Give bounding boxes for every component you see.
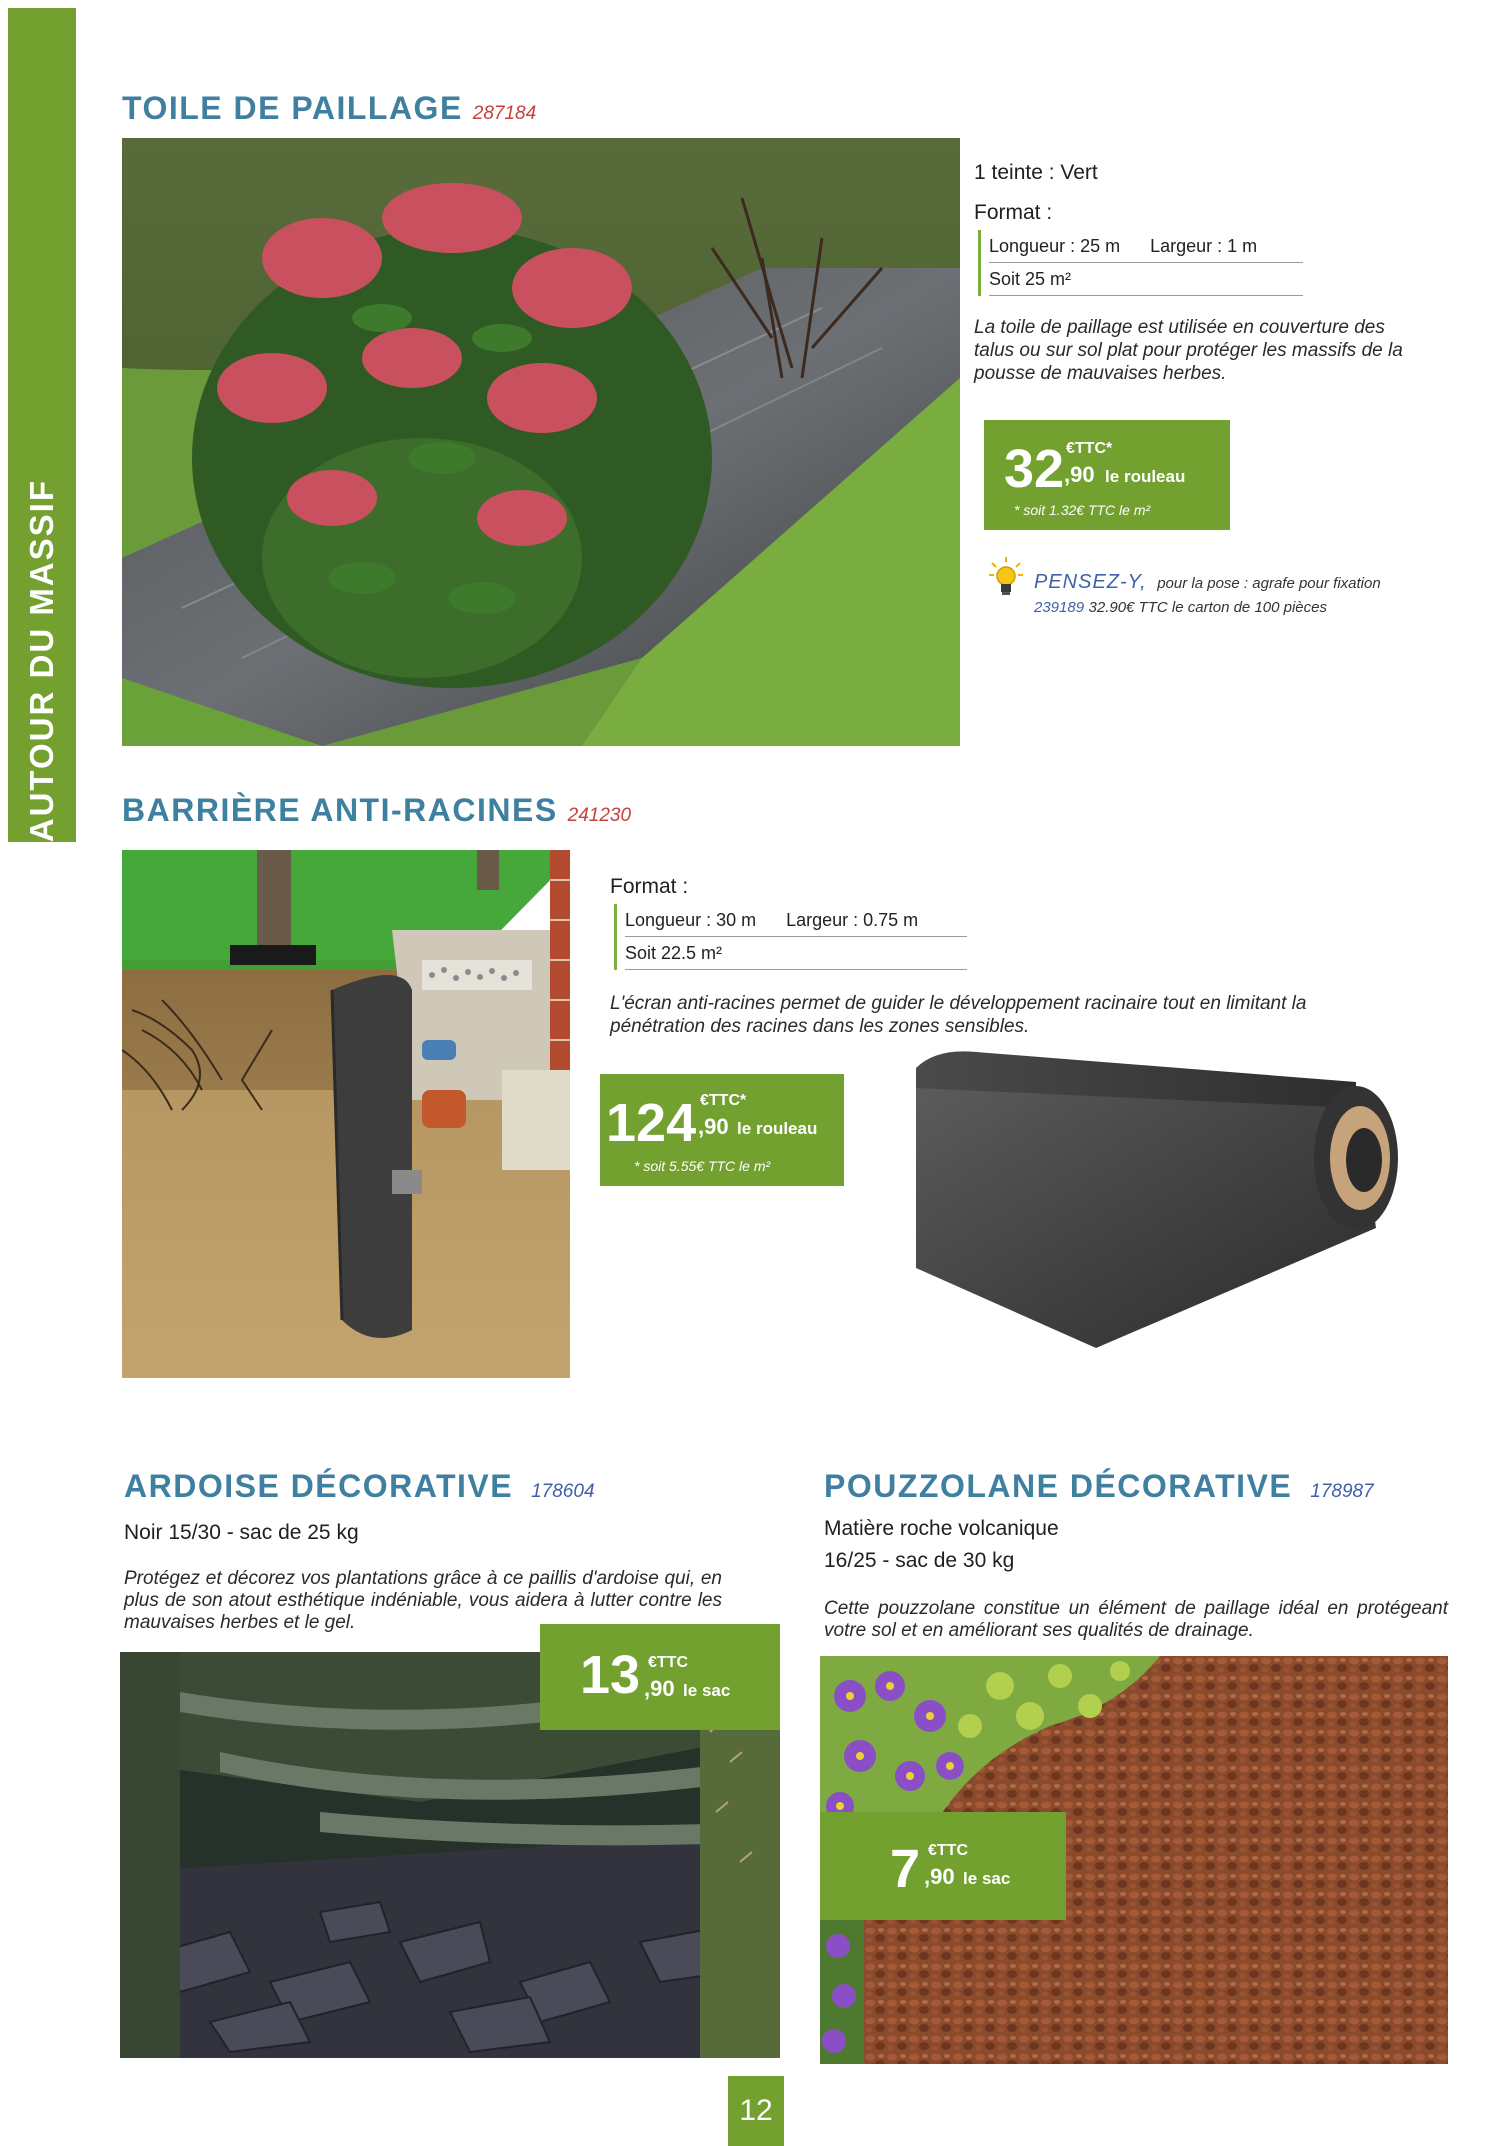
pouzzolane-price-dec-unit [924, 1864, 1010, 1890]
toile-price-dec-unit [1064, 462, 1185, 488]
toile-price-cur: €TTC* [1066, 440, 1113, 457]
toile-tip [1034, 570, 1454, 620]
barriere-format-row-2 [625, 937, 967, 970]
product-title-barriere [122, 792, 631, 829]
pouzzolane-price-int: 7 [890, 1839, 921, 1899]
pouzzolane-price-dec: ,90 [924, 1864, 955, 1889]
toile-description: La toile de paillage est utilisée en couverture des talus ou sur sol plat pour protéger les massifs de la pousse de mauvaises herbes. [974, 317, 1403, 384]
toile-tip-ref-text: 32.90€ TTC le carton de 100 pièces [1088, 599, 1327, 616]
barriere-format-label: Format : [610, 875, 689, 898]
lightbulb-icon [988, 556, 1024, 598]
barriere-price-dec: ,90 [698, 1114, 729, 1139]
barriere-price-cur: €TTC* [700, 1092, 747, 1109]
ardoise-price-dec: ,90 [644, 1676, 675, 1701]
barriere-diagram [122, 850, 570, 1378]
ardoise-price-cur: €TTC [648, 1654, 688, 1671]
toile-format-row-2 [989, 263, 1303, 296]
product-title-toile [122, 90, 536, 127]
barriere-price-dec-unit [698, 1114, 817, 1140]
barriere-longueur: Longueur : 30 m [625, 910, 757, 930]
page-number: 12 [728, 2076, 784, 2146]
toile-price-note: * soit 1.32€ TTC le m² [1014, 502, 1151, 518]
barriere-format-row-1 [625, 904, 967, 937]
barriere-title-text: BARRIÈRE ANTI-RACINES [122, 792, 558, 828]
barriere-largeur: Largeur : 0.75 m [786, 910, 919, 930]
toile-price-int: 32 [1004, 439, 1065, 499]
sidebar-label: AUTOUR DU MASSIF [23, 478, 60, 842]
product-title-ardoise [124, 1468, 595, 1505]
toile-format-label: Format : [974, 201, 1053, 224]
barriere-roll-photo [916, 1048, 1404, 1348]
barriere-price-int: 124 [606, 1093, 697, 1153]
toile-surface: Soit 25 m² [989, 269, 1072, 289]
toile-photo [122, 138, 960, 746]
toile-format-box [978, 230, 1303, 296]
toile-title-text: TOILE DE PAILLAGE [122, 90, 463, 126]
barriere-price-note: * soit 5.55€ TTC le m² [634, 1158, 771, 1174]
toile-price-dec: ,90 [1064, 462, 1095, 487]
product-title-pouzzolane [824, 1468, 1374, 1505]
barriere-description: L'écran anti-racines permet de guider le développement racinaire tout en limitant la pénétration des racines dans les zones sensibles. [610, 993, 1307, 1037]
ardoise-spec: Noir 15/30 - sac de 25 kg [124, 1521, 359, 1544]
pouzzolane-spec-1: Matière roche volcanique [824, 1517, 1059, 1540]
barriere-format-box [614, 904, 967, 970]
ardoise-price-unit: le sac [683, 1681, 731, 1700]
toile-teinte: 1 teinte : Vert [974, 161, 1098, 184]
ardoise-price-dec-unit [644, 1676, 730, 1702]
toile-ref: 287184 [472, 103, 537, 124]
pouzzolane-price-cur: €TTC [928, 1842, 968, 1859]
toile-tip-lead: PENSEZ-Y, [1034, 571, 1147, 593]
ardoise-price-int: 13 [580, 1645, 641, 1705]
barriere-price-unit: le rouleau [737, 1119, 818, 1138]
pouzzolane-description: Cette pouzzolane constitue un élément de paillage idéal en protégeant votre sol et en améliorant ses qualités de drainage. [824, 1598, 1448, 1641]
sidebar-label-wrap [8, 8, 76, 842]
ardoise-price-badge [540, 1624, 780, 1730]
barriere-ref: 241230 [567, 805, 632, 826]
toile-longueur: Longueur : 25 m [989, 236, 1121, 256]
pouzzolane-price-unit: le sac [963, 1869, 1011, 1888]
barriere-surface: Soit 22.5 m² [625, 943, 723, 963]
toile-largeur: Largeur : 1 m [1150, 236, 1258, 256]
pouzzolane-spec-2: 16/25 - sac de 30 kg [824, 1549, 1015, 1572]
toile-tip-text: pour la pose : agrafe pour fixation [1157, 575, 1381, 592]
pouzzolane-price-badge [820, 1812, 1066, 1920]
ardoise-description: Protégez et décorez vos plantations grâce à ce paillis d'ardoise qui, en plus de son atout esthétique indéniable, vous aidera à lutter contre les mauvaises herbes et le gel. [124, 1568, 722, 1633]
toile-price-unit: le rouleau [1105, 467, 1186, 486]
barriere-price-badge [600, 1074, 844, 1186]
pouzzolane-title-text: POUZZOLANE DÉCORATIVE [824, 1468, 1293, 1504]
toile-price-badge [984, 420, 1230, 530]
pouzzolane-ref: 178987 [1310, 1481, 1374, 1502]
toile-tip-ref: 239189 [1034, 599, 1085, 616]
ardoise-title-text: ARDOISE DÉCORATIVE [124, 1468, 514, 1504]
toile-format-row-1 [989, 230, 1303, 263]
ardoise-ref: 178604 [531, 1481, 595, 1502]
